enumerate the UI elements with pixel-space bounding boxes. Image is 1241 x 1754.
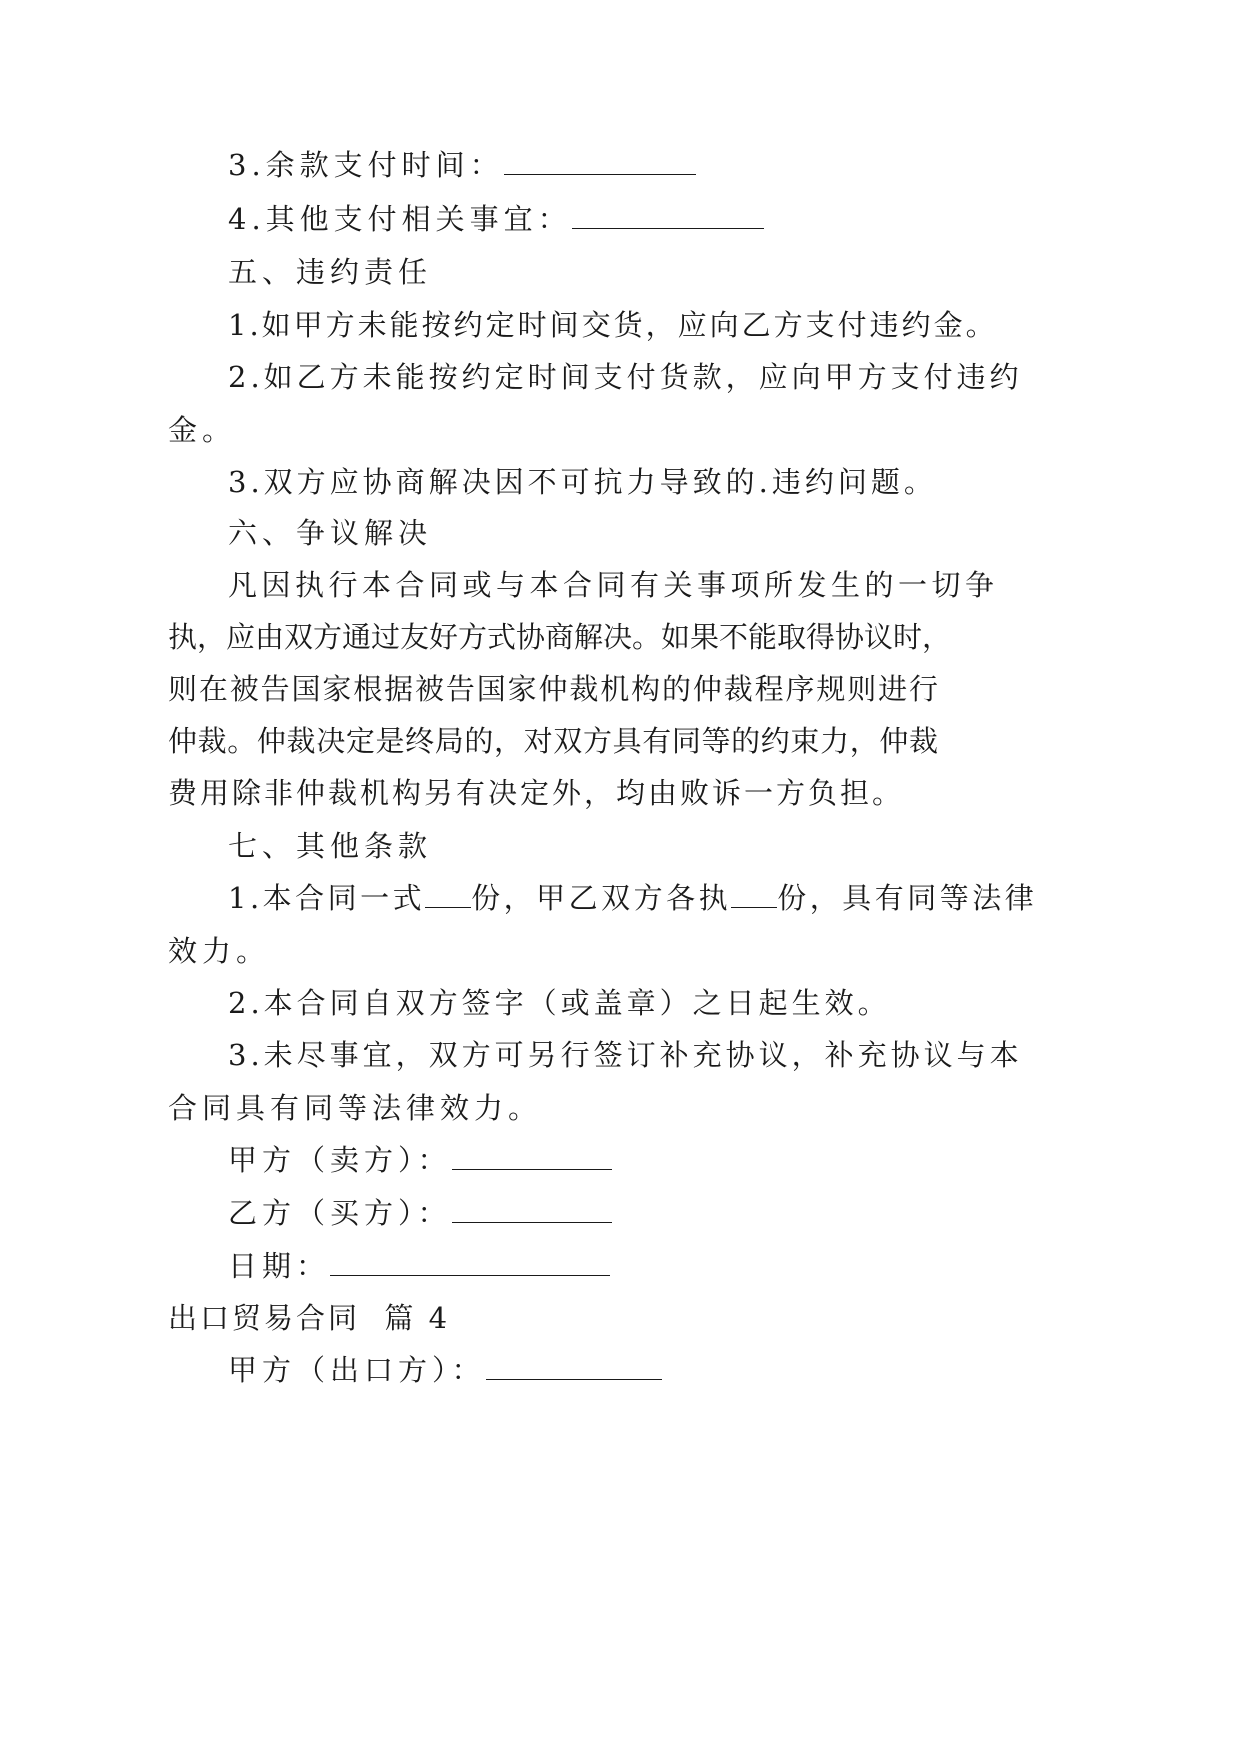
other-terms-item-3-line-2: 合同具有同等法律效力。 bbox=[168, 1091, 543, 1125]
breach-heading: 五、违约责任 bbox=[228, 255, 433, 289]
dispute-para-line-3: 则在被告国家根据被告国家仲裁机构的仲裁程序规则进行 bbox=[168, 672, 938, 706]
copies-total-label: 1.本合同一式 bbox=[228, 881, 426, 915]
copies-each-blank bbox=[731, 881, 777, 908]
balance-payment-time-blank bbox=[504, 148, 696, 175]
date-line bbox=[228, 1246, 610, 1286]
breach-item-2-line-2: 金。 bbox=[168, 413, 237, 447]
other-payment-label: 4.其他支付相关事宜： bbox=[228, 202, 572, 236]
other-payment-line bbox=[228, 199, 764, 239]
other-terms-item-1-line-2: 效力。 bbox=[168, 934, 271, 968]
balance-payment-time-line bbox=[228, 145, 696, 185]
breach-item-2-line-1: 2.如乙方未能按约定时间支付货款，应向甲方支付违约 bbox=[228, 360, 1023, 394]
copies-each-label: 份，甲乙双方各执 bbox=[471, 881, 732, 915]
seller-blank bbox=[452, 1143, 612, 1170]
breach-item-3: 3.双方应协商解决因不可抗力导致的.违约问题。 bbox=[228, 465, 937, 499]
buyer-signature-line bbox=[228, 1193, 612, 1233]
exporter-line bbox=[228, 1350, 662, 1390]
other-terms-item-1-line-1 bbox=[228, 878, 1037, 918]
other-terms-item-3-line-1: 3.未尽事宜，双方可另行签订补充协议，补充协议与本 bbox=[228, 1038, 1023, 1072]
dispute-para-line-4: 仲裁。仲裁决定是终局的，对双方具有同等的约束力，仲裁 bbox=[168, 724, 938, 758]
exporter-label: 甲方（出口方）： bbox=[228, 1353, 486, 1387]
exporter-blank bbox=[486, 1353, 662, 1380]
other-terms-heading: 七、其他条款 bbox=[228, 829, 433, 863]
breach-item-1: 1.如甲方未能按约定时间交货，应向乙方支付违约金。 bbox=[228, 308, 998, 342]
dispute-para-line-2: 执，应由双方通过友好方式协商解决。如果不能取得协议时， bbox=[168, 620, 952, 654]
dispute-heading: 六、争议解决 bbox=[228, 516, 433, 550]
date-label: 日期： bbox=[228, 1249, 331, 1283]
other-terms-item-2: 2.本合同自双方签字（或盖章）之日起生效。 bbox=[228, 986, 891, 1020]
buyer-blank bbox=[452, 1196, 612, 1223]
other-payment-blank bbox=[572, 202, 764, 229]
seller-signature-line bbox=[228, 1140, 612, 1180]
balance-payment-time-label: 3.余款支付时间： bbox=[228, 148, 504, 182]
copies-total-blank bbox=[425, 881, 471, 908]
date-blank bbox=[330, 1249, 610, 1276]
dispute-para-line-5: 费用除非仲裁机构另有决定外，均由败诉一方负担。 bbox=[168, 776, 905, 810]
dispute-para-line-1: 凡因执行本合同或与本合同有关事项所发生的一切争 bbox=[228, 568, 999, 602]
seller-label: 甲方（卖方）： bbox=[228, 1143, 452, 1177]
legal-effect-label: 份，具有同等法律 bbox=[777, 881, 1038, 915]
buyer-label: 乙方（买方）： bbox=[228, 1196, 452, 1230]
next-section-title: 出口贸易合同 篇 4 bbox=[168, 1301, 451, 1335]
